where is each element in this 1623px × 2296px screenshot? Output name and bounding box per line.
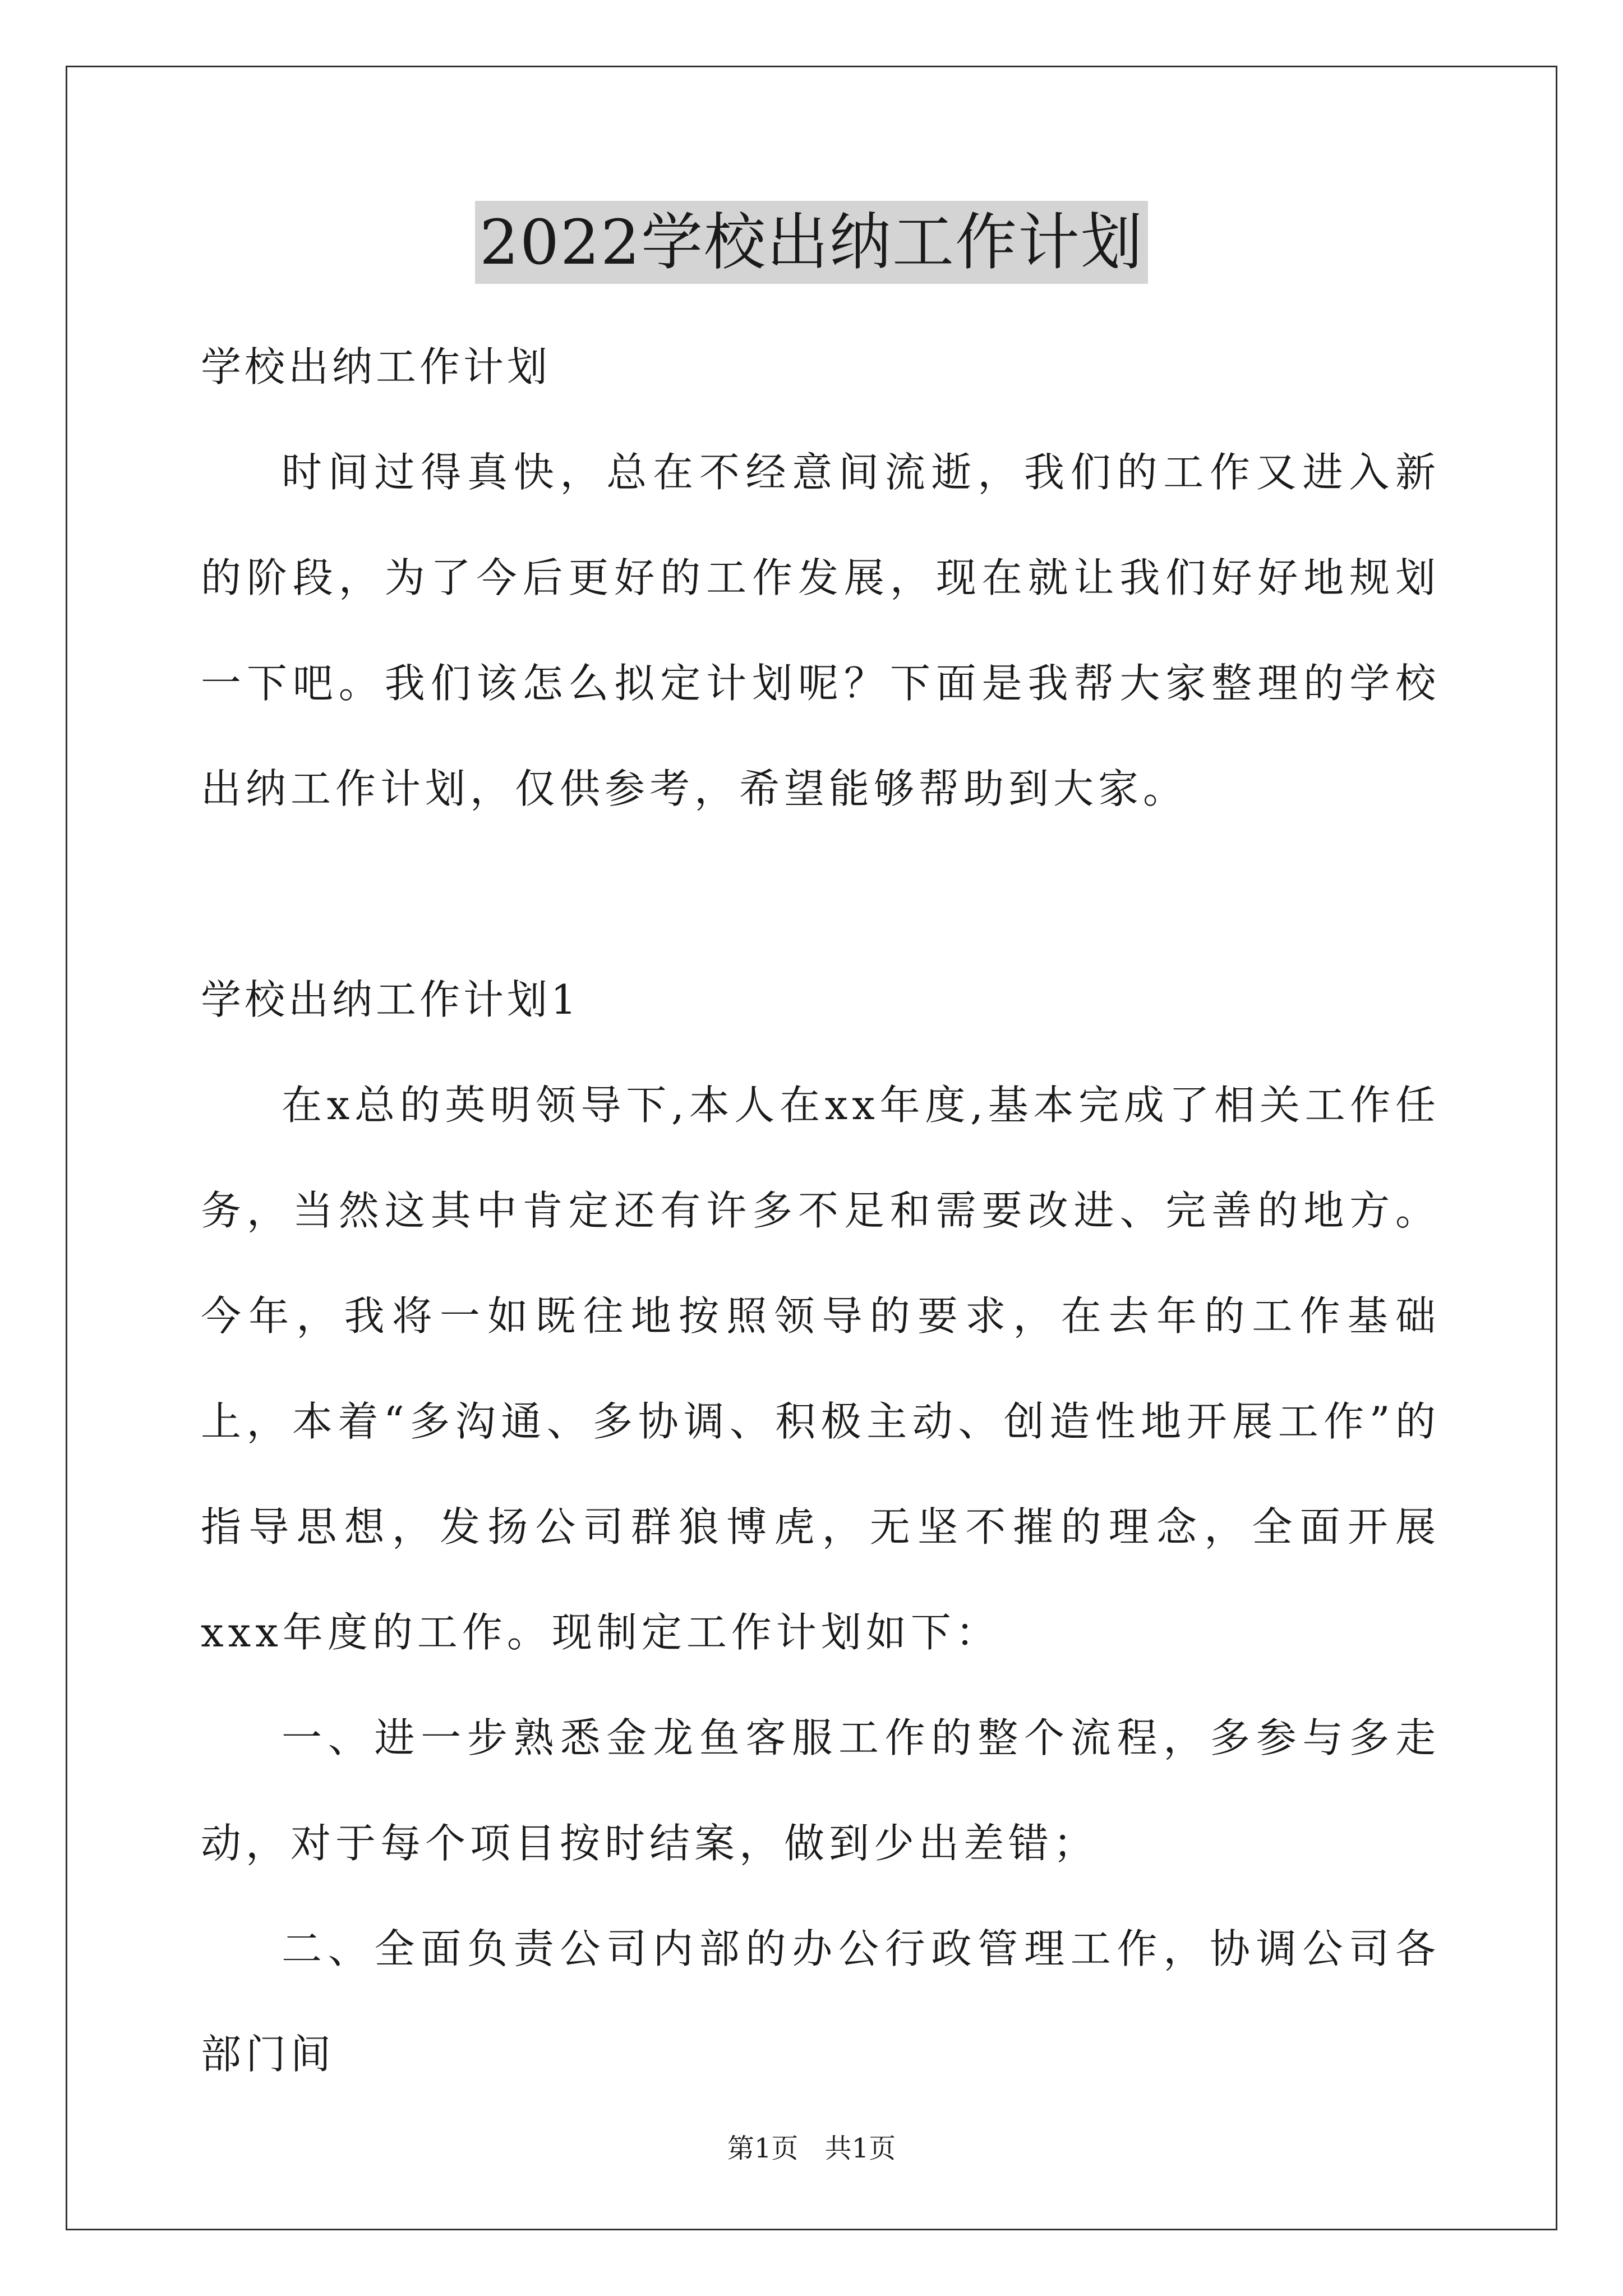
section-gap bbox=[201, 841, 1440, 947]
intro-paragraph: 时间过得真快，总在不经意间流逝，我们的工作又进入新的阶段，为了今后更好的工作发展，现在就让我们好好地规划一下吧。我们该怎么拟定计划呢？下面是我帮大家整理的学校出纳工作计划，仅供参考，希望能够帮助到大家。 bbox=[201, 449, 1440, 812]
plan-item-1: 一、进一步熟悉金龙鱼客服工作的整个流程，多参与多走动，对于每个项目按时结案，做到少出差错； bbox=[201, 1714, 1440, 1867]
page-total: 共1页 bbox=[824, 2133, 896, 2164]
plan-paragraph: 在x总的英明领导下,本人在xx年度,基本完成了相关工作任务，当然这其中肯定还有许多不足和需要改进、完善的地方。今年，我将一如既往地按照领导的要求，在去年的工作基础上，本着“多沟通、多协调、积极主动、创造性地开展工作”的指导思想，发扬公司群狼博虎，无坚不摧的理念，全面开展xxx年度的工作。现制定工作计划如下： bbox=[201, 1082, 1440, 1656]
section-heading-1: 学校出纳工作计划1 bbox=[201, 976, 580, 1023]
page-footer bbox=[0, 2132, 1623, 2165]
document-body bbox=[201, 314, 1440, 2107]
section-heading: 学校出纳工作计划 bbox=[201, 343, 551, 390]
plan-item-2: 二、全面负责公司内部的办公行政管理工作，协调公司各部门间 bbox=[201, 1925, 1440, 2078]
document-title: 2022学校出纳工作计划 bbox=[475, 201, 1148, 284]
title-wrap bbox=[0, 201, 1623, 284]
page-number: 第1页 bbox=[727, 2133, 799, 2164]
